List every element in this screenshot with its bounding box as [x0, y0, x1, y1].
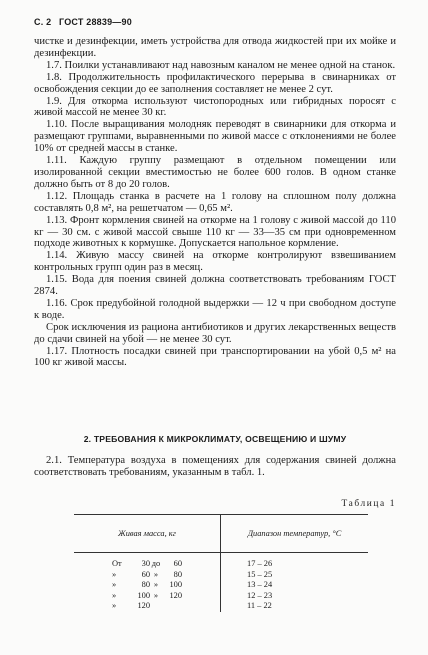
mass-from: 60: [141, 569, 150, 579]
table-row: [74, 570, 368, 581]
mass-cell: [74, 591, 221, 602]
paragraph: 1.14. Живую массу свиней на откорме контролируют взвешиванием контрольных групп один раз в месяц.: [34, 250, 396, 274]
page-header: [34, 17, 132, 27]
section-2-body: [34, 455, 396, 479]
table-header-row: [74, 515, 368, 553]
paragraph: 1.7. Поилки устанавливают над навозным каналом не менее одной на станок.: [46, 59, 396, 71]
temperature-cell: 13 – 24: [247, 580, 273, 590]
paragraph: 1.17. Плотность посадки свиней при транспортировании на убой 0,5 м² на 100 кг живой массы.: [34, 345, 396, 369]
mass-cell: [74, 553, 221, 570]
mass-to: 120: [169, 590, 182, 600]
paragraph: 1.11. Каждую группу размещают в отдельном помещении или изолированной секции вместимостью не более 600 голов. В одном станке должно быть от 8 до 20 голов.: [34, 155, 396, 190]
mass-connector: »: [153, 569, 159, 579]
paragraph: 1.16. Срок предубойной голодной выдержки — 12 ч при свободном доступе к воде.: [34, 297, 396, 321]
paragraph: 1.10. После выращивания молодняк переводят в свинарники для откорма и размещают группами, выравненными по живой массе с отклонениями не более 10% от средней массы в станке.: [34, 119, 396, 155]
mass-prefix: »: [112, 590, 117, 600]
mass-to: 60: [173, 559, 182, 568]
temperature-table: [74, 514, 368, 612]
mass-from: 100: [137, 590, 150, 600]
paragraph: 2.1. Температура воздуха в помещениях для содержания свиней должна соответствовать требованиям, указанным в табл. 1.: [34, 455, 396, 478]
paragraph: 1.8. Продолжительность профилактического перерыва в свинарниках от освобождения секции до ее заполнения составляет не менее 2 сут.: [34, 71, 396, 95]
mass-to: 80: [173, 569, 182, 579]
mass-from: 120: [137, 601, 150, 611]
mass-from: 30: [141, 559, 150, 568]
section-1-body: [34, 36, 396, 369]
table-row: [74, 580, 368, 591]
mass-connector: [150, 601, 162, 612]
column-header-temperature: Диапазон температур, °С: [221, 515, 369, 553]
mass-cell: [74, 601, 221, 612]
temperature-cell: 15 – 25: [247, 569, 273, 579]
table-row: [74, 601, 368, 612]
mass-cell: [74, 580, 221, 591]
temperature-cell: 12 – 23: [247, 590, 273, 600]
mass-connector: »: [153, 580, 159, 590]
temperature-cell: 11 – 22: [247, 601, 272, 611]
mass-connector: »: [153, 590, 159, 600]
mass-from: 80: [141, 580, 150, 590]
mass-connector: до: [151, 559, 161, 568]
mass-to: [162, 601, 182, 612]
page-number: С. 2: [34, 17, 52, 27]
mass-to: 100: [169, 580, 182, 590]
section-heading: 2. ТРЕБОВАНИЯ К МИКРОКЛИМАТУ, ОСВЕЩЕНИЮ И ШУМУ: [83, 434, 347, 444]
mass-prefix: »: [112, 601, 117, 611]
temperature-cell: 17 – 26: [247, 559, 273, 568]
paragraph: Срок исключения из рациона антибиотиков и других лекарственных веществ до сдачи свиней на убой — не менее 30 сут.: [34, 321, 396, 345]
paragraph: 1.13. Фронт кормления свиней на откорме на 1 голову с живой массой до 110 кг — 30 см. с живой массой свыше 110 кг — 33—35 см при одновременном подходе животных к кормушке. Допускается напольное кормление.: [34, 214, 396, 250]
paragraph: 1.9. Для откорма используют чистопородных или гибридных поросят с живой массой не менее 30 кг.: [34, 95, 396, 119]
column-header-mass: Живая масса, кг: [74, 515, 221, 553]
paragraph: 1.15. Вода для поения свиней должна соответствовать требованиям ГОСТ 2874.: [34, 274, 396, 298]
paragraph: 1.12. Площадь станка в расчете на 1 голову на сплошном полу должна составлять 0,8 м², на решетчатом — 0,65 м².: [34, 190, 396, 214]
mass-prefix: От: [112, 559, 122, 568]
table-caption: Таблица 1: [341, 499, 396, 509]
mass-prefix: »: [112, 580, 117, 590]
mass-prefix: »: [112, 569, 117, 579]
mass-cell: [74, 570, 221, 581]
table-row: [74, 591, 368, 602]
paragraph: чистке и дезинфекции, иметь устройства для отвода жидкостей при их мойке и дезинфекции.: [34, 36, 396, 59]
table-row: [74, 553, 368, 570]
standard-number: ГОСТ 28839—90: [59, 17, 132, 27]
